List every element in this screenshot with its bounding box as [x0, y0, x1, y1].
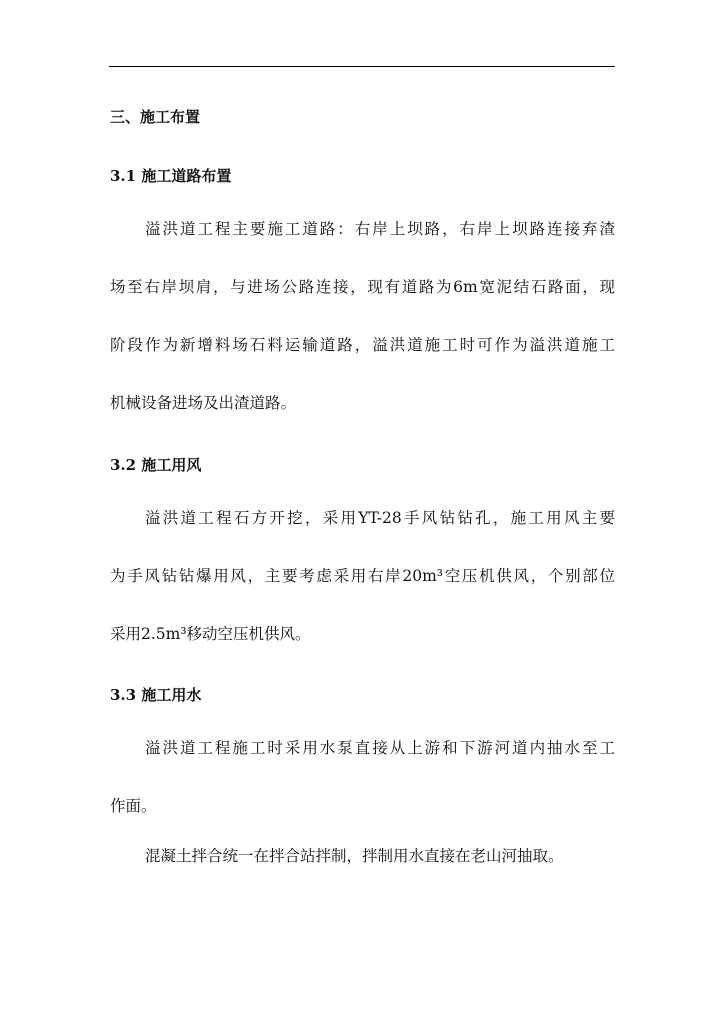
- paragraph-line: 溢洪道工程施工时采用水泵直接从上游和下游河道内抽水至工: [145, 739, 615, 757]
- paragraph-line: 溢洪道工程主要施工道路：右岸上坝路，右岸上坝路连接弃渣: [145, 220, 615, 238]
- paragraph-line: 采用2.5m³移动空压机供风。: [110, 625, 311, 643]
- paragraph-line: 作面。: [110, 797, 157, 815]
- subsection-heading-3-3: 3.3 施工用水: [110, 686, 202, 704]
- subsection-heading-3-2: 3.2 施工用风: [110, 456, 202, 474]
- paragraph-line: 场至右岸坝肩，与进场公路连接，现有道路为6m宽泥结石路面，现: [110, 278, 615, 296]
- section-heading: 三、施工布置: [110, 108, 201, 126]
- paragraph-line: 溢洪道工程石方开挖，采用YT-28手风钻钻孔，施工用风主要: [145, 509, 615, 527]
- paragraph-line: 阶段作为新增料场石料运输道路，溢洪道施工时可作为溢洪道施工: [110, 336, 615, 354]
- subsection-heading-3-1: 3.1 施工道路布置: [110, 167, 232, 185]
- header-rule: [109, 66, 615, 67]
- paragraph-line: 混凝土拌合统一在拌合站拌制，拌制用水直接在老山河抽取。: [145, 847, 564, 865]
- paragraph-line: 机械设备进场及出渣道路。: [110, 394, 297, 412]
- paragraph-line: 为手风钻钻爆用风，主要考虑采用右岸20m³空压机供风，个别部位: [110, 567, 615, 585]
